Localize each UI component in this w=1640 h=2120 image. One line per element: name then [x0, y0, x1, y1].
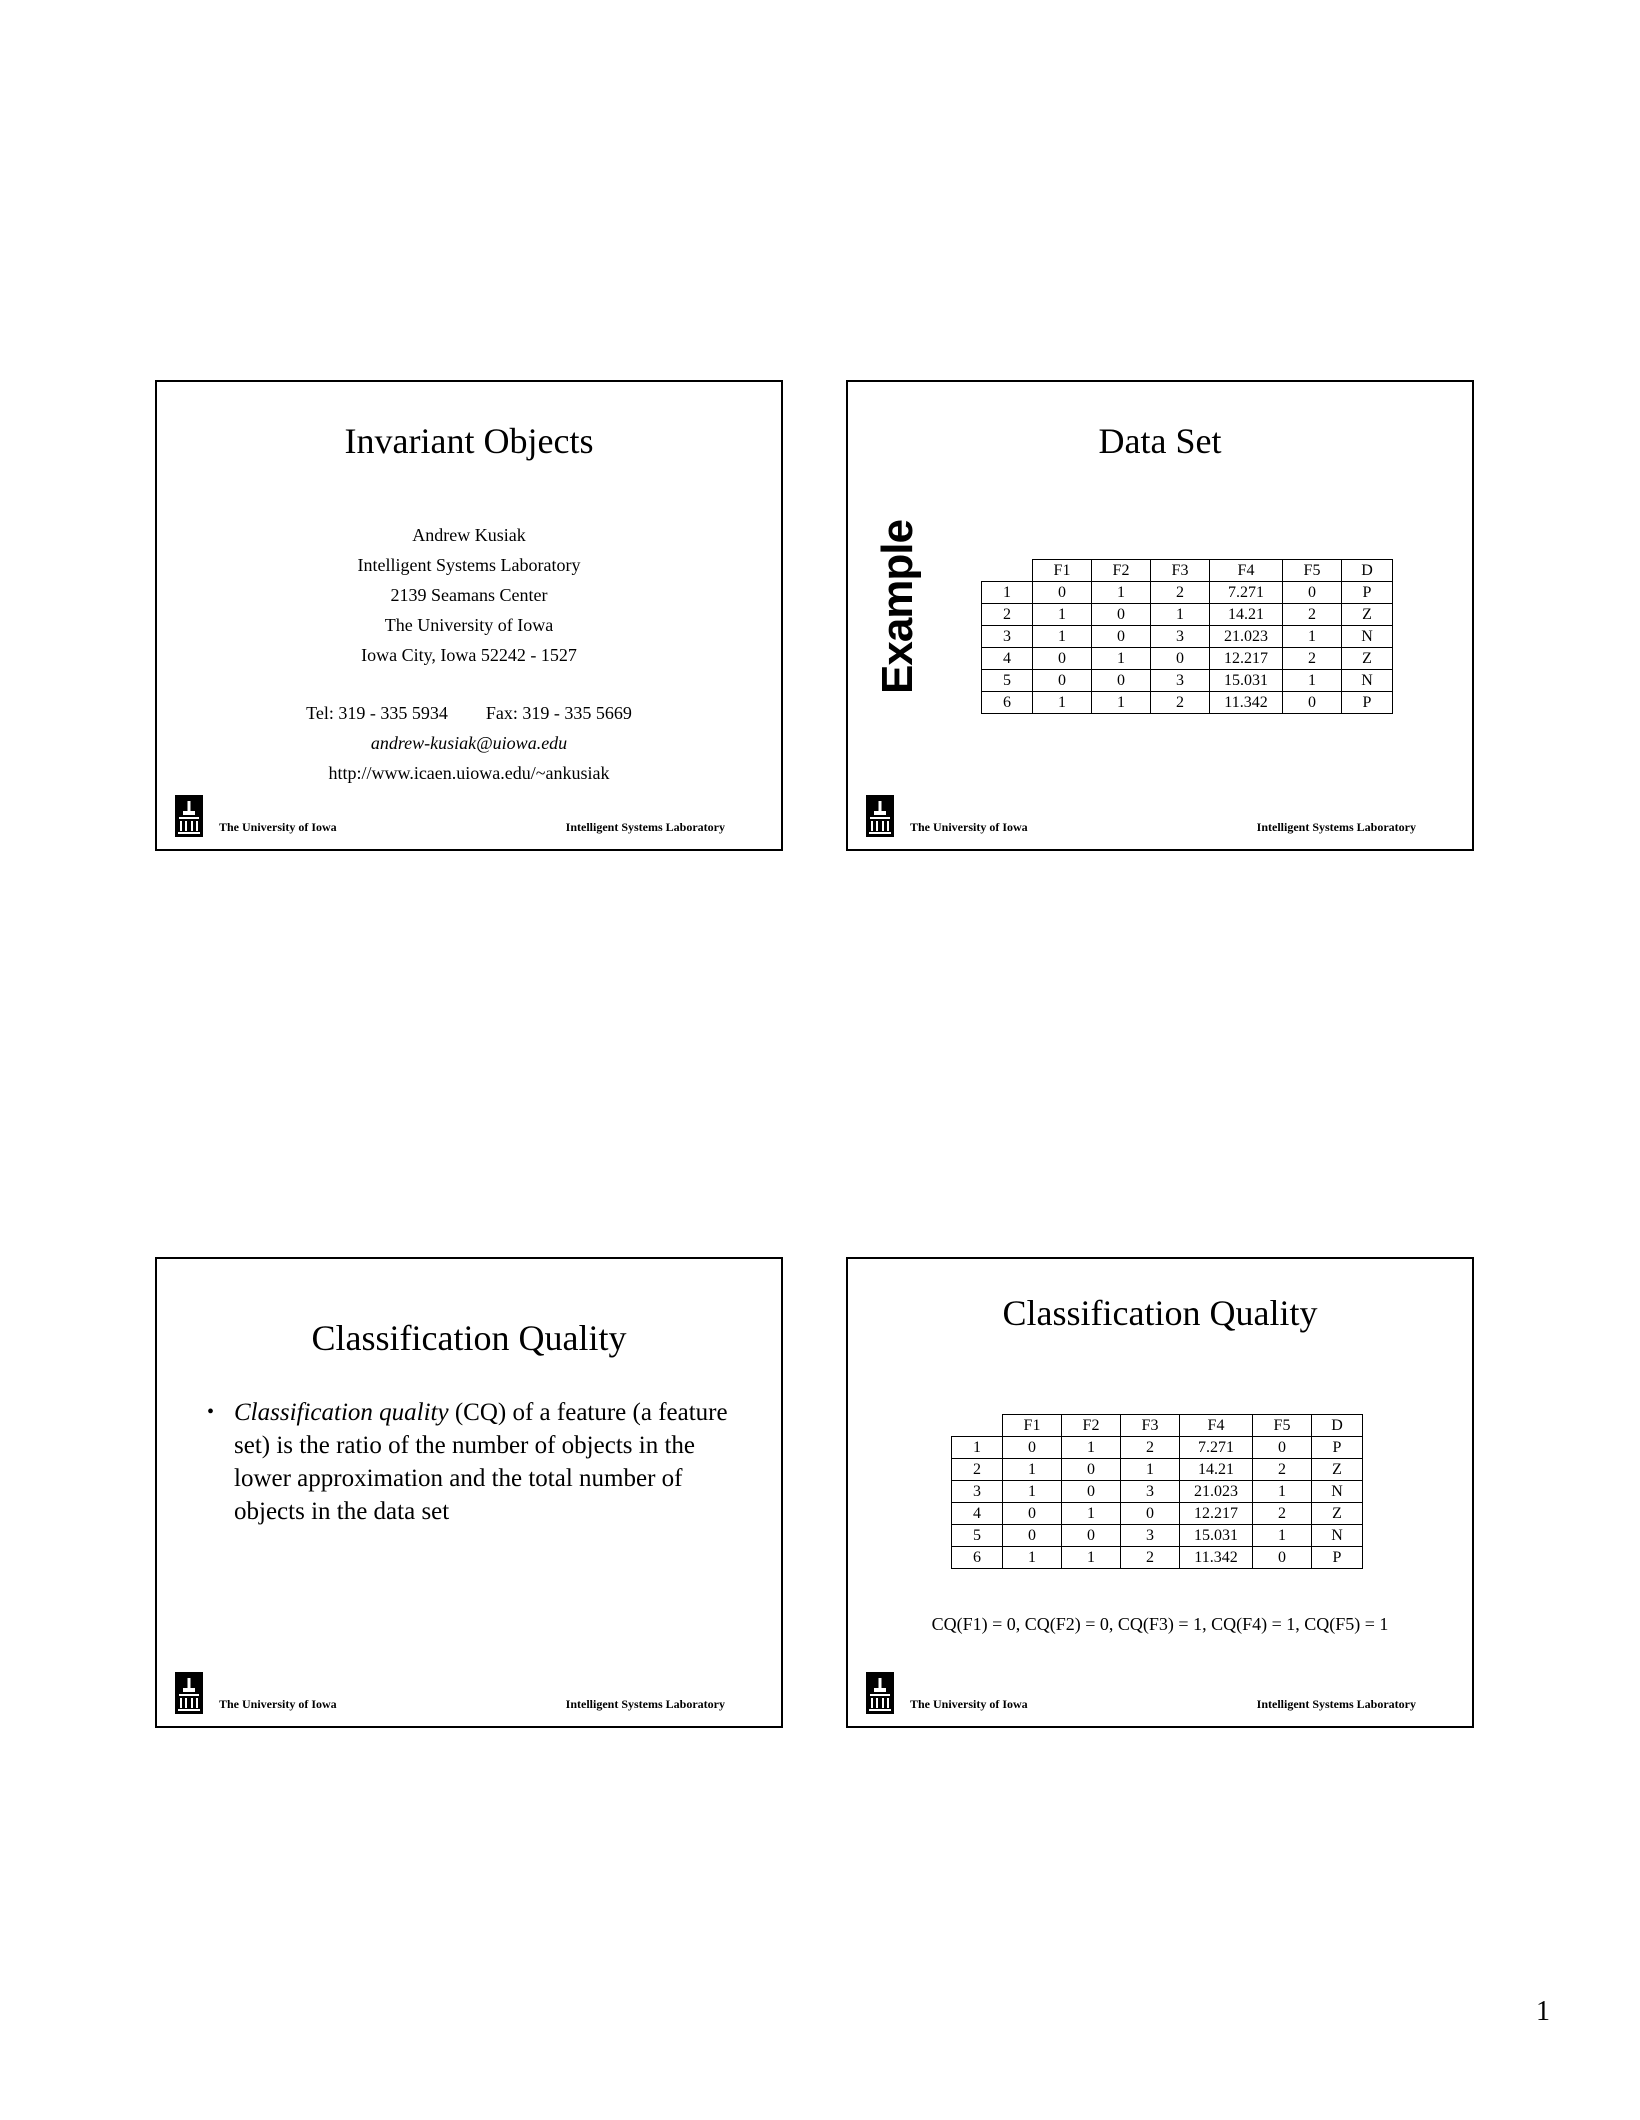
university-logo-icon	[175, 1672, 203, 1714]
table-cell: 6	[982, 692, 1033, 714]
table-cell: Z	[1312, 1459, 1363, 1481]
table-cell: 6	[952, 1547, 1003, 1569]
table-cell: 5	[952, 1525, 1003, 1547]
table-cell: 1	[1283, 626, 1342, 648]
table-cell: 0	[1003, 1437, 1062, 1459]
table-row	[982, 604, 1393, 626]
footer-university: The University of Iowa	[910, 1697, 1028, 1711]
table-cell: P	[1312, 1547, 1363, 1569]
table-cell: Z	[1342, 648, 1393, 670]
footer-university: The University of Iowa	[219, 820, 337, 834]
tel-number: Tel: 319 - 335 5934	[306, 703, 448, 723]
table-row	[982, 582, 1393, 604]
table-cell: N	[1312, 1481, 1363, 1503]
table-cell: 2	[1121, 1547, 1180, 1569]
table-header-cell: F2	[1092, 560, 1151, 582]
table-cell: 4	[952, 1503, 1003, 1525]
table-cell: 0	[1003, 1503, 1062, 1525]
table-header-cell: F1	[1033, 560, 1092, 582]
table-header-cell: D	[1312, 1415, 1363, 1437]
table-header-cell	[952, 1415, 1003, 1437]
table-header-cell: F3	[1151, 560, 1210, 582]
table-cell: 21.023	[1210, 626, 1283, 648]
table-row	[982, 626, 1393, 648]
table-header-row	[952, 1415, 1363, 1437]
table-cell: 3	[1151, 670, 1210, 692]
table-cell: 2	[1253, 1459, 1312, 1481]
table-cell: 3	[1151, 626, 1210, 648]
table-cell: 7.271	[1180, 1437, 1253, 1459]
table-cell: 0	[1062, 1481, 1121, 1503]
table-row	[952, 1459, 1363, 1481]
city-line: Iowa City, Iowa 52242 - 1527	[361, 645, 577, 665]
table-cell: 1	[1092, 692, 1151, 714]
defined-term: Classification quality	[234, 1399, 449, 1426]
table-row	[982, 692, 1393, 714]
table-cell: 0	[1062, 1525, 1121, 1547]
page-number: 1	[1536, 1996, 1550, 2027]
university-line: The University of Iowa	[384, 615, 554, 635]
table-cell: 15.031	[1210, 670, 1283, 692]
table-header-cell: F1	[1003, 1415, 1062, 1437]
table-row	[952, 1503, 1363, 1525]
slide-classification-quality-example	[846, 1257, 1474, 1728]
table-row	[952, 1437, 1363, 1459]
table-cell: 1	[1033, 692, 1092, 714]
homepage-url: http://www.icaen.uiowa.edu/~ankusiak	[328, 763, 610, 783]
table-cell: 3	[952, 1481, 1003, 1503]
footer-lab: Intelligent Systems Laboratory	[565, 820, 725, 834]
fax-number: Fax: 319 - 335 5669	[485, 703, 632, 723]
university-logo-icon	[175, 795, 203, 837]
footer-lab: Intelligent Systems Laboratory	[1256, 820, 1416, 834]
table-cell: 1	[1033, 626, 1092, 648]
table-cell: P	[1312, 1437, 1363, 1459]
table-row	[952, 1481, 1363, 1503]
table-cell: Z	[1312, 1503, 1363, 1525]
table-header-cell: F4	[1180, 1415, 1253, 1437]
table-cell: 1	[1283, 670, 1342, 692]
table-cell: 0	[1092, 604, 1151, 626]
table-row	[952, 1547, 1363, 1569]
data-set-table	[981, 559, 1393, 714]
table-cell: 1	[1253, 1481, 1312, 1503]
table-cell: N	[1342, 670, 1393, 692]
table-row	[982, 670, 1393, 692]
table-cell: 0	[1121, 1503, 1180, 1525]
table-cell: 1	[1003, 1547, 1062, 1569]
table-row	[952, 1525, 1363, 1547]
table-cell: P	[1342, 692, 1393, 714]
slide-title: Classification Quality	[311, 1318, 627, 1358]
phone-row	[157, 698, 781, 728]
table-cell: 0	[1151, 648, 1210, 670]
address-line: 2139 Seamans Center	[390, 585, 548, 605]
table-cell: 2	[1121, 1437, 1180, 1459]
table-cell: 3	[1121, 1525, 1180, 1547]
table-cell: 11.342	[1210, 692, 1283, 714]
slide-data-set: Data Set Example F1 F2 F3 F4 F5 D 1 0 1 2 7.271 0 P 2 1 0 1 14.21 2 Z 3 1 0 3 21.023 1 N 4 0 1 0 12.217 2 Z 5 0 0 3 15.031 1 N 6 1 1 2 11.342 0 P The University of Iowa Intelligent Systems Laboratory	[846, 380, 1474, 851]
table-cell: 21.023	[1180, 1481, 1253, 1503]
table-cell: 0	[1033, 648, 1092, 670]
table-row	[982, 648, 1393, 670]
table-cell: 0	[1033, 670, 1092, 692]
table-cell: 3	[982, 626, 1033, 648]
table-cell: P	[1342, 582, 1393, 604]
table-header-cell: F2	[1062, 1415, 1121, 1437]
slide-title: Invariant Objects	[344, 421, 594, 461]
footer-university: The University of Iowa	[910, 820, 1028, 834]
table-cell: 0	[1092, 670, 1151, 692]
table-cell: 0	[1062, 1459, 1121, 1481]
table-cell: 12.217	[1210, 648, 1283, 670]
table-cell: 1	[1121, 1459, 1180, 1481]
table-cell: N	[1342, 626, 1393, 648]
table-cell: 1	[1151, 604, 1210, 626]
slide-footer	[175, 1672, 725, 1714]
slide-title: Classification Quality	[1002, 1293, 1318, 1333]
table-cell: 0	[1253, 1547, 1312, 1569]
table-cell: 2	[1283, 604, 1342, 626]
table-cell: 7.271	[1210, 582, 1283, 604]
contact-block	[157, 520, 781, 788]
table-cell: 1	[1062, 1547, 1121, 1569]
table-cell: 2	[982, 604, 1033, 626]
table-cell: 0	[1283, 692, 1342, 714]
table-header-cell: F5	[1283, 560, 1342, 582]
table-cell: Z	[1342, 604, 1393, 626]
table-header-cell	[982, 560, 1033, 582]
university-logo-icon	[866, 1672, 894, 1714]
table-header-cell: F3	[1121, 1415, 1180, 1437]
table-cell: 1	[982, 582, 1033, 604]
slide-invariant-objects	[155, 380, 783, 851]
table-cell: 1	[1062, 1437, 1121, 1459]
table-cell: 0	[1283, 582, 1342, 604]
table-header-cell: F5	[1253, 1415, 1312, 1437]
table-cell: 14.21	[1210, 604, 1283, 626]
table-cell: 2	[1253, 1503, 1312, 1525]
table-cell: 3	[1121, 1481, 1180, 1503]
table-header-row	[982, 560, 1393, 582]
table-cell: 2	[1151, 582, 1210, 604]
data-set-table	[951, 1414, 1363, 1569]
table-cell: 0	[1092, 626, 1151, 648]
table-cell: 0	[1003, 1525, 1062, 1547]
table-cell: 1	[1092, 648, 1151, 670]
footer-lab: Intelligent Systems Laboratory	[565, 1697, 725, 1711]
table-cell: 1	[1003, 1481, 1062, 1503]
author-name: Andrew Kusiak	[412, 525, 526, 545]
footer-lab: Intelligent Systems Laboratory	[1256, 1697, 1416, 1711]
slide-classification-quality-definition	[155, 1257, 783, 1728]
table-cell: 2	[1283, 648, 1342, 670]
email-address: andrew-kusiak@uiowa.edu	[370, 733, 568, 753]
table-cell: 1	[1253, 1525, 1312, 1547]
table-cell: 14.21	[1180, 1459, 1253, 1481]
university-logo-icon	[866, 795, 894, 837]
slide-title: Data Set	[1098, 421, 1222, 461]
definition-bullet	[207, 1396, 741, 1528]
footer-university: The University of Iowa	[219, 1697, 337, 1711]
bullet-icon: •	[207, 1401, 215, 1423]
table-cell: 4	[982, 648, 1033, 670]
table-header-cell: F4	[1210, 560, 1283, 582]
table-cell: 12.217	[1180, 1503, 1253, 1525]
slide-footer	[866, 795, 1416, 837]
lab-name: Intelligent Systems Laboratory	[357, 555, 581, 575]
table-cell: 1	[1033, 604, 1092, 626]
table-cell: 0	[1253, 1437, 1312, 1459]
slide-footer	[866, 1672, 1416, 1714]
table-cell: 1	[1003, 1459, 1062, 1481]
table-cell: 1	[952, 1437, 1003, 1459]
table-cell: 0	[1033, 582, 1092, 604]
table-cell: 2	[1151, 692, 1210, 714]
table-cell: 1	[1062, 1503, 1121, 1525]
cq-results: CQ(F1) = 0, CQ(F2) = 0, CQ(F3) = 1, CQ(F4) = 1, CQ(F5) = 1	[931, 1614, 1389, 1634]
table-cell: N	[1312, 1525, 1363, 1547]
table-cell: 2	[952, 1459, 1003, 1481]
table-header-cell: D	[1342, 560, 1393, 582]
slide-footer	[175, 795, 725, 837]
table-cell: 1	[1092, 582, 1151, 604]
table-cell: 15.031	[1180, 1525, 1253, 1547]
table-cell: 5	[982, 670, 1033, 692]
definition-text: (CQ) of a feature (a feature set) is the ratio of the number of objects in the lower approximation and the total number of objects in the data set	[234, 1399, 728, 1525]
table-cell: 11.342	[1180, 1547, 1253, 1569]
